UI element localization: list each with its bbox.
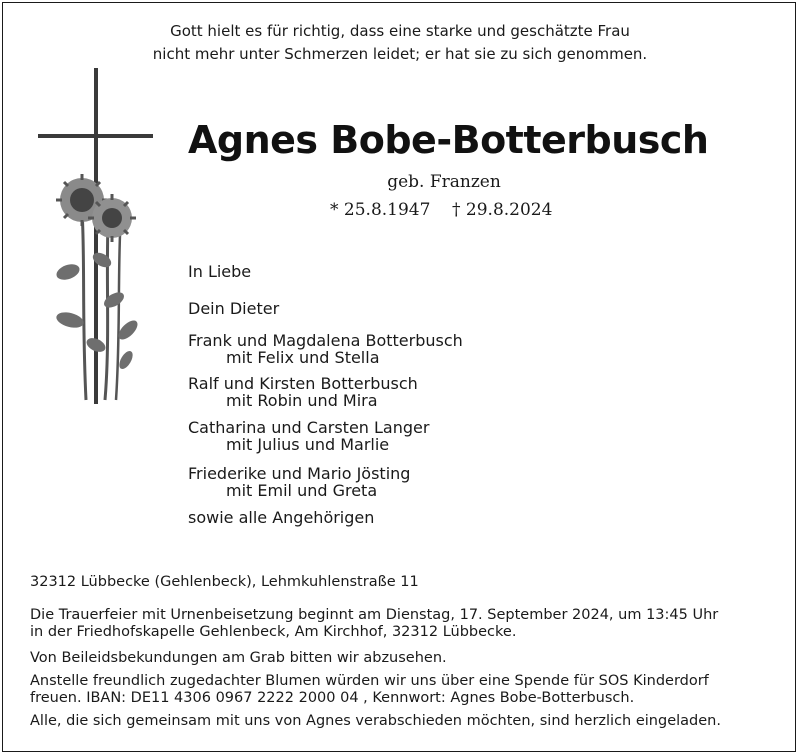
family-closing: sowie alle Angehörigen [188,508,375,527]
family-spouse: Dein Dieter [188,299,280,318]
group-children: mit Julius und Marlie [226,435,390,454]
quote-line-2: nicht mehr unter Schmerzen leidet; er hat sie zu sich genommen. [152,45,648,63]
donation-info [30,673,709,707]
family-group-1 [188,332,463,366]
donation-line-1: Anstelle freundlich zugedachter Blumen würden wir uns über eine Spende für SOS Kinderdorf [30,673,709,689]
family-group-3 [188,419,429,453]
address: 32312 Lübbecke (Gehlenbeck), Lehmkuhlenstraße 11 [30,574,419,590]
quote-line-1: Gott hielt es für richtig, dass eine starke und geschätzte Frau [170,22,630,40]
family-intro: In Liebe [188,262,252,281]
group-parents: Frank und Magdalena Botterbusch [188,331,463,350]
family-group-2 [188,375,418,409]
service-info [30,607,718,641]
family-group-4 [188,465,410,499]
group-parents: Catharina und Carsten Langer [188,418,430,437]
maiden-name: geb. Franzen [387,172,501,192]
group-children: mit Robin und Mira [226,391,378,410]
donation-line-2: freuen. IBAN: DE11 4306 0967 2222 2000 04 , Kennwort: Agnes Bobe-Botterbusch. [30,690,635,706]
deceased-name: Agnes Bobe-Botterbusch [188,118,709,162]
service-line-1: Die Trauerfeier mit Urnenbeisetzung beginnt am Dienstag, 17. September 2024, um 13:45 Uhr [30,607,719,623]
service-line-2: in der Friedhofskapelle Gehlenbeck, Am Kirchhof, 32312 Lübbecke. [30,624,517,640]
death-date: † 29.8.2024 [452,200,553,220]
group-parents: Friederike und Mario Jösting [188,464,411,483]
group-parents: Ralf und Kirsten Botterbusch [188,374,418,393]
condolences-note: Von Beileidsbekundungen am Grab bitten wir abzusehen. [30,650,447,666]
group-children: mit Felix und Stella [226,348,380,367]
group-children: mit Emil und Greta [226,481,378,500]
cross-with-sunflowers-icon [30,60,170,410]
birth-date: * 25.8.1947 [330,200,431,220]
invitation: Alle, die sich gemeinsam mit uns von Agnes verabschieden möchten, sind herzlich eingeladen. [30,713,721,729]
